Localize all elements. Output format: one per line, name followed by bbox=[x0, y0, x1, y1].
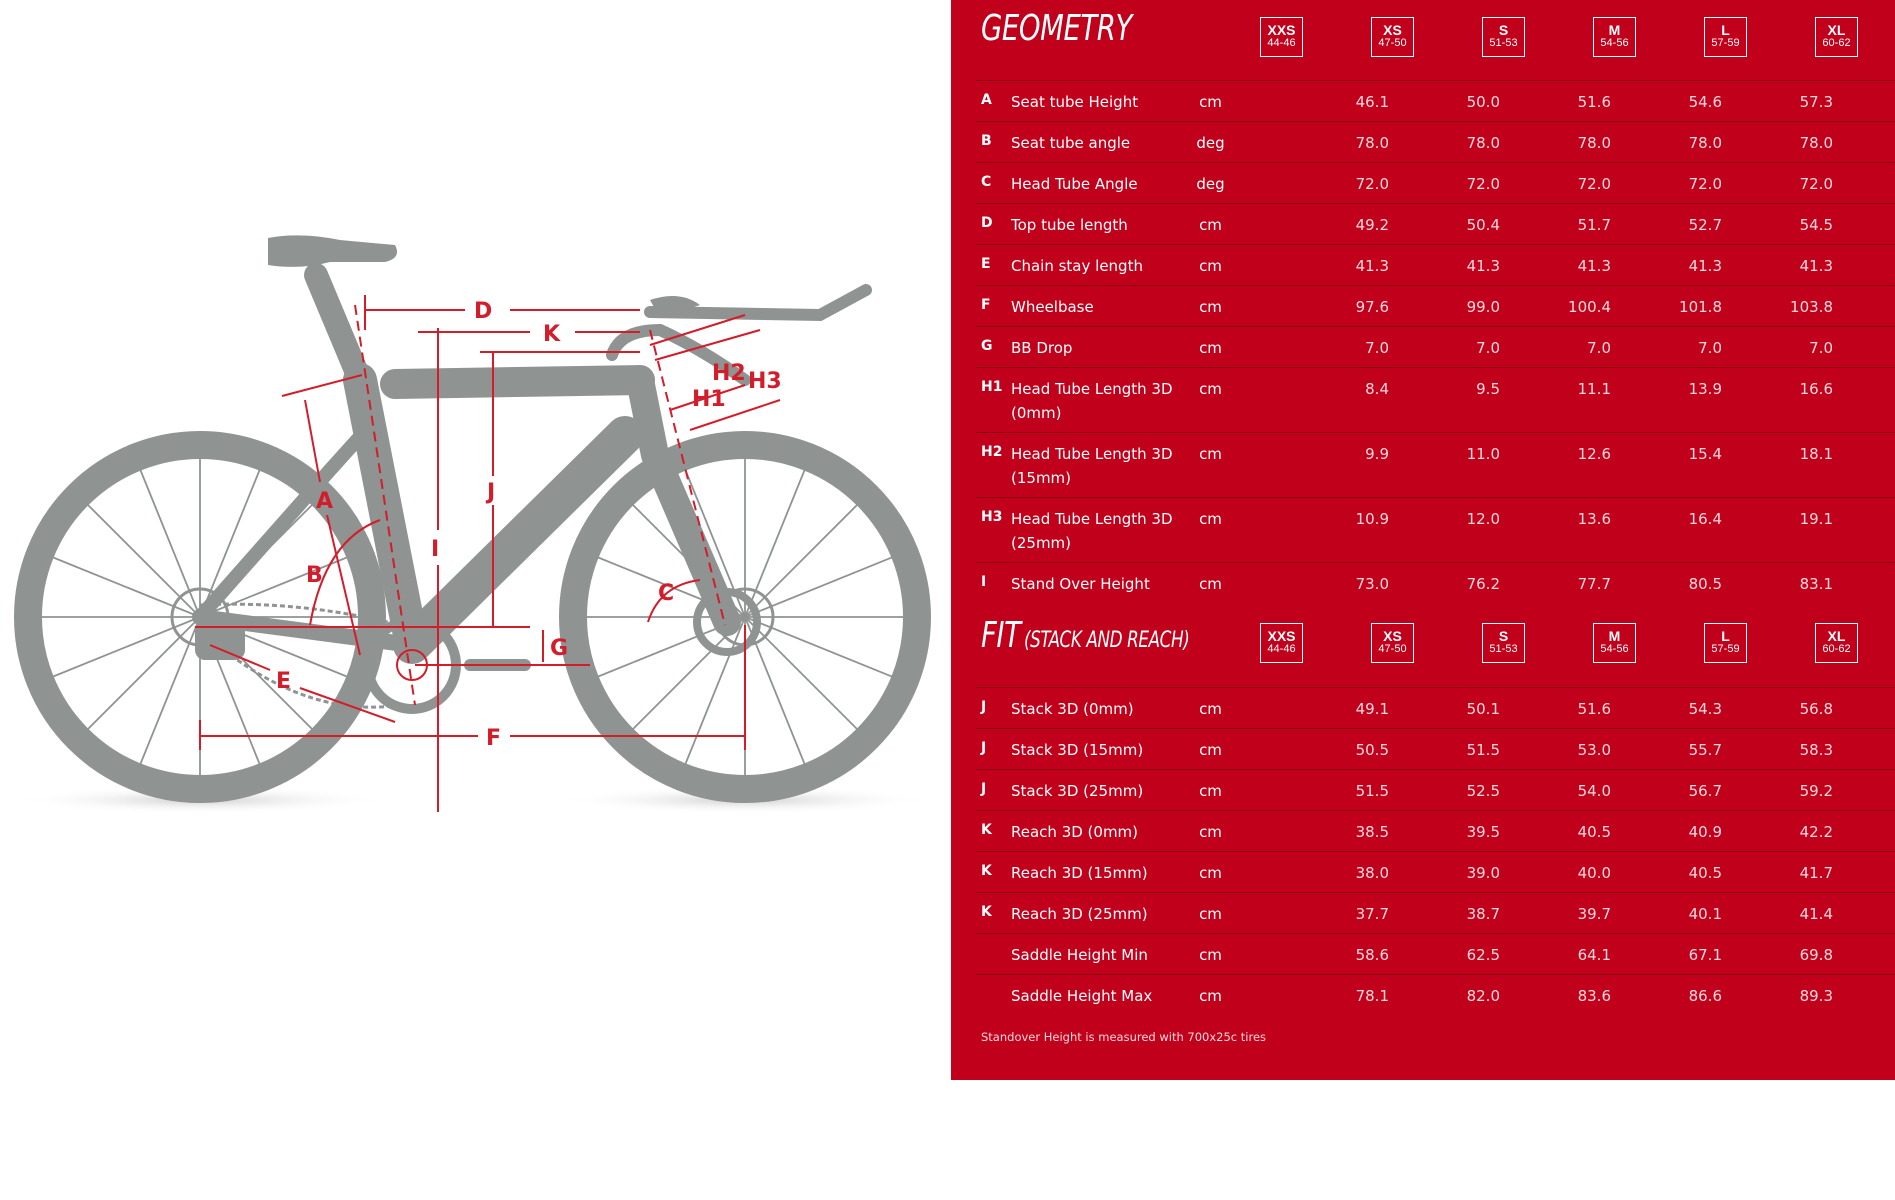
row-value-xl: 78.0 bbox=[1799, 134, 1833, 152]
row-value-s: 50.0 bbox=[1466, 93, 1500, 111]
row-value-xs: 51.5 bbox=[1355, 782, 1389, 800]
row-value-s: 72.0 bbox=[1466, 175, 1500, 193]
row-value-m: 12.6 bbox=[1577, 445, 1611, 463]
fit-row bbox=[976, 933, 1895, 975]
row-unit: cm bbox=[1199, 575, 1222, 593]
row-value-m: 11.1 bbox=[1577, 380, 1611, 398]
geometry-size-header-xs bbox=[1371, 17, 1414, 57]
fit-section-title bbox=[981, 615, 1189, 656]
row-value-s: 12.0 bbox=[1466, 510, 1500, 528]
row-value-l: 7.0 bbox=[1698, 339, 1722, 357]
row-value-m: 51.7 bbox=[1577, 216, 1611, 234]
fit-size-header-xl bbox=[1815, 623, 1858, 663]
row-value-m: 7.0 bbox=[1587, 339, 1611, 357]
row-unit: cm bbox=[1199, 700, 1222, 718]
dim-label-G: G bbox=[550, 636, 569, 661]
row-label: Seat tube Height bbox=[1011, 93, 1139, 111]
row-value-s: 11.0 bbox=[1466, 445, 1500, 463]
row-value-xs: 38.0 bbox=[1355, 864, 1389, 882]
size-label: L bbox=[1721, 628, 1730, 644]
dim-label-A: A bbox=[316, 489, 334, 514]
row-label: Head Tube Angle bbox=[1011, 175, 1138, 193]
size-label: M bbox=[1608, 22, 1621, 38]
row-value-l: 55.7 bbox=[1688, 741, 1722, 759]
row-value-m: 51.6 bbox=[1577, 700, 1611, 718]
standover-footnote: Standover Height is measured with 700x25c tires bbox=[981, 1030, 1267, 1044]
row-value-s: 99.0 bbox=[1466, 298, 1500, 316]
fit-title: FIT bbox=[981, 615, 1021, 656]
size-range: 57-59 bbox=[1711, 37, 1740, 49]
fit-size-header-m bbox=[1593, 623, 1636, 663]
bike-silhouette bbox=[28, 235, 917, 789]
geometry-title: GEOMETRY bbox=[981, 8, 1132, 49]
row-letter: J bbox=[981, 740, 987, 756]
row-letter: H3 bbox=[981, 509, 1003, 525]
row-value-m: 40.0 bbox=[1577, 864, 1611, 882]
size-range: 47-50 bbox=[1378, 643, 1407, 655]
row-unit: cm bbox=[1199, 823, 1222, 841]
size-range: 51-53 bbox=[1489, 37, 1518, 49]
row-value-s: 52.5 bbox=[1466, 782, 1500, 800]
row-value-m: 54.0 bbox=[1577, 782, 1611, 800]
fit-size-header-xs bbox=[1371, 623, 1414, 663]
row-letter: A bbox=[981, 92, 992, 108]
row-value-s: 50.1 bbox=[1466, 700, 1500, 718]
row-value-l: 54.3 bbox=[1688, 700, 1722, 718]
row-value-s: 7.0 bbox=[1476, 339, 1500, 357]
row-letter: H1 bbox=[981, 379, 1003, 395]
row-value-xs: 73.0 bbox=[1355, 575, 1389, 593]
size-range: 44-46 bbox=[1267, 643, 1296, 655]
dim-label-D: D bbox=[474, 299, 493, 324]
row-letter: J bbox=[981, 781, 987, 797]
fit-size-header-xxs bbox=[1260, 623, 1303, 663]
row-value-xl: 18.1 bbox=[1799, 445, 1833, 463]
row-value-m: 78.0 bbox=[1577, 134, 1611, 152]
row-value-l: 67.1 bbox=[1688, 946, 1722, 964]
dim-label-J: J bbox=[487, 480, 496, 505]
row-value-xs: 72.0 bbox=[1355, 175, 1389, 193]
row-value-l: 56.7 bbox=[1688, 782, 1722, 800]
row-value-m: 77.7 bbox=[1577, 575, 1611, 593]
row-value-m: 83.6 bbox=[1577, 987, 1611, 1005]
row-label: Stack 3D (0mm) bbox=[1011, 700, 1134, 718]
row-letter: G bbox=[981, 338, 993, 354]
row-value-xl: 83.1 bbox=[1799, 575, 1833, 593]
geometry-size-header-xxs bbox=[1260, 17, 1303, 57]
row-value-m: 72.0 bbox=[1577, 175, 1611, 193]
geometry-row bbox=[976, 562, 1895, 604]
row-label: Wheelbase bbox=[1011, 298, 1094, 316]
row-unit: cm bbox=[1199, 946, 1222, 964]
row-label: Saddle Height Min bbox=[1011, 946, 1148, 964]
row-unit: cm bbox=[1199, 510, 1222, 528]
row-value-l: 16.4 bbox=[1688, 510, 1722, 528]
row-value-xs: 58.6 bbox=[1355, 946, 1389, 964]
geometry-row bbox=[976, 162, 1895, 204]
geometry-size-header-l bbox=[1704, 17, 1747, 57]
row-letter: B bbox=[981, 133, 992, 149]
fit-row bbox=[976, 851, 1895, 893]
row-value-xs: 38.5 bbox=[1355, 823, 1389, 841]
geometry-table-panel bbox=[951, 0, 1895, 1080]
row-value-xl: 58.3 bbox=[1799, 741, 1833, 759]
dim-label-K: K bbox=[543, 322, 561, 347]
row-label: Stack 3D (25mm) bbox=[1011, 782, 1144, 800]
fit-row bbox=[976, 810, 1895, 852]
row-value-l: 78.0 bbox=[1688, 134, 1722, 152]
size-range: 47-50 bbox=[1378, 37, 1407, 49]
row-unit: cm bbox=[1199, 216, 1222, 234]
row-value-l: 40.9 bbox=[1688, 823, 1722, 841]
row-unit: deg bbox=[1196, 134, 1225, 152]
fit-row bbox=[976, 728, 1895, 770]
row-unit: cm bbox=[1199, 782, 1222, 800]
size-range: 60-62 bbox=[1822, 37, 1851, 49]
row-letter: I bbox=[981, 574, 987, 590]
row-value-xs: 8.4 bbox=[1365, 380, 1389, 398]
size-range: 51-53 bbox=[1489, 643, 1518, 655]
row-value-m: 40.5 bbox=[1577, 823, 1611, 841]
row-value-l: 80.5 bbox=[1688, 575, 1722, 593]
row-value-xs: 9.9 bbox=[1365, 445, 1389, 463]
row-value-l: 54.6 bbox=[1688, 93, 1722, 111]
geometry-size-header-xl bbox=[1815, 17, 1858, 57]
row-label: Saddle Height Max bbox=[1011, 987, 1153, 1005]
row-value-s: 62.5 bbox=[1466, 946, 1500, 964]
row-value-s: 39.0 bbox=[1466, 864, 1500, 882]
row-value-xs: 97.6 bbox=[1355, 298, 1389, 316]
row-unit: cm bbox=[1199, 257, 1222, 275]
dim-label-F: F bbox=[486, 726, 502, 751]
row-label: Head Tube Length 3D (15mm) bbox=[1011, 445, 1173, 487]
fit-row bbox=[976, 892, 1895, 934]
dim-label-I: I bbox=[431, 537, 440, 562]
row-value-s: 51.5 bbox=[1466, 741, 1500, 759]
row-letter: F bbox=[981, 297, 991, 313]
row-value-xl: 56.8 bbox=[1799, 700, 1833, 718]
row-value-s: 39.5 bbox=[1466, 823, 1500, 841]
size-label: M bbox=[1608, 628, 1621, 644]
row-value-xl: 41.4 bbox=[1799, 905, 1833, 923]
row-value-m: 13.6 bbox=[1577, 510, 1611, 528]
row-value-l: 52.7 bbox=[1688, 216, 1722, 234]
row-value-xs: 46.1 bbox=[1355, 93, 1389, 111]
row-label: Head Tube Length 3D (0mm) bbox=[1011, 380, 1173, 422]
bike-geometry-diagram bbox=[0, 0, 951, 1080]
geometry-row bbox=[976, 432, 1895, 498]
row-value-xs: 49.1 bbox=[1355, 700, 1389, 718]
row-value-xl: 89.3 bbox=[1799, 987, 1833, 1005]
row-letter: H2 bbox=[981, 444, 1003, 460]
row-value-xs: 10.9 bbox=[1355, 510, 1389, 528]
row-value-xl: 7.0 bbox=[1809, 339, 1833, 357]
row-value-xl: 42.2 bbox=[1799, 823, 1833, 841]
row-value-s: 78.0 bbox=[1466, 134, 1500, 152]
row-value-s: 41.3 bbox=[1466, 257, 1500, 275]
fit-subtitle: (STACK AND REACH) bbox=[1023, 628, 1190, 653]
size-label: S bbox=[1498, 628, 1509, 644]
size-label: XL bbox=[1827, 22, 1846, 38]
size-label: XXS bbox=[1267, 22, 1296, 38]
row-value-l: 101.8 bbox=[1679, 298, 1722, 316]
row-label: BB Drop bbox=[1011, 339, 1073, 357]
row-label: Reach 3D (0mm) bbox=[1011, 823, 1139, 841]
row-value-l: 13.9 bbox=[1688, 380, 1722, 398]
row-value-l: 40.5 bbox=[1688, 864, 1722, 882]
row-value-m: 51.6 bbox=[1577, 93, 1611, 111]
row-unit: deg bbox=[1196, 175, 1225, 193]
row-unit: cm bbox=[1199, 339, 1222, 357]
row-label: Reach 3D (15mm) bbox=[1011, 864, 1148, 882]
dim-label-H3: H3 bbox=[748, 369, 782, 394]
row-value-xs: 7.0 bbox=[1365, 339, 1389, 357]
geometry-row bbox=[976, 497, 1895, 563]
geometry-row bbox=[976, 80, 1895, 122]
row-value-xl: 19.1 bbox=[1799, 510, 1833, 528]
row-value-xl: 16.6 bbox=[1799, 380, 1833, 398]
row-unit: cm bbox=[1199, 445, 1222, 463]
size-label: L bbox=[1721, 22, 1730, 38]
row-unit: cm bbox=[1199, 380, 1222, 398]
dim-label-C: C bbox=[658, 581, 675, 606]
row-unit: cm bbox=[1199, 905, 1222, 923]
row-label: Top tube length bbox=[1011, 216, 1128, 234]
row-value-s: 50.4 bbox=[1466, 216, 1500, 234]
row-value-xl: 72.0 bbox=[1799, 175, 1833, 193]
row-value-m: 64.1 bbox=[1577, 946, 1611, 964]
row-unit: cm bbox=[1199, 987, 1222, 1005]
row-value-xl: 54.5 bbox=[1799, 216, 1833, 234]
row-value-xl: 57.3 bbox=[1799, 93, 1833, 111]
row-unit: cm bbox=[1199, 93, 1222, 111]
row-letter: D bbox=[981, 215, 993, 231]
fit-row bbox=[976, 687, 1895, 729]
geometry-size-header-s bbox=[1482, 17, 1525, 57]
row-value-m: 39.7 bbox=[1577, 905, 1611, 923]
row-value-s: 9.5 bbox=[1476, 380, 1500, 398]
row-letter: C bbox=[981, 174, 992, 190]
geometry-row bbox=[976, 244, 1895, 286]
geometry-size-header-m bbox=[1593, 17, 1636, 57]
row-value-s: 82.0 bbox=[1466, 987, 1500, 1005]
size-label: S bbox=[1498, 22, 1509, 38]
dim-label-E: E bbox=[276, 669, 292, 694]
row-label: Seat tube angle bbox=[1011, 134, 1131, 152]
fit-size-header-s bbox=[1482, 623, 1525, 663]
row-value-xs: 49.2 bbox=[1355, 216, 1389, 234]
size-label: XS bbox=[1383, 628, 1402, 644]
row-value-s: 76.2 bbox=[1466, 575, 1500, 593]
size-range: 60-62 bbox=[1822, 643, 1851, 655]
row-letter: K bbox=[981, 822, 992, 838]
size-range: 54-56 bbox=[1600, 37, 1629, 49]
row-label: Head Tube Length 3D (25mm) bbox=[1011, 510, 1173, 552]
geometry-row bbox=[976, 285, 1895, 327]
row-letter: K bbox=[981, 863, 992, 879]
row-value-xl: 59.2 bbox=[1799, 782, 1833, 800]
fit-size-header-l bbox=[1704, 623, 1747, 663]
row-value-xs: 37.7 bbox=[1355, 905, 1389, 923]
geometry-row bbox=[976, 367, 1895, 433]
dim-label-H1: H1 bbox=[692, 387, 726, 412]
row-value-xs: 50.5 bbox=[1355, 741, 1389, 759]
fit-row bbox=[976, 974, 1895, 1016]
row-value-xl: 41.7 bbox=[1799, 864, 1833, 882]
row-value-xs: 78.0 bbox=[1355, 134, 1389, 152]
size-label: XS bbox=[1383, 22, 1402, 38]
row-label: Reach 3D (25mm) bbox=[1011, 905, 1148, 923]
row-value-l: 86.6 bbox=[1688, 987, 1722, 1005]
row-value-xl: 69.8 bbox=[1799, 946, 1833, 964]
row-unit: cm bbox=[1199, 298, 1222, 316]
row-unit: cm bbox=[1199, 741, 1222, 759]
row-value-xl: 103.8 bbox=[1790, 298, 1833, 316]
geometry-row bbox=[976, 121, 1895, 163]
dim-label-B: B bbox=[306, 563, 323, 588]
row-letter: J bbox=[981, 699, 987, 715]
geometry-row bbox=[976, 203, 1895, 245]
row-value-l: 72.0 bbox=[1688, 175, 1722, 193]
row-value-s: 38.7 bbox=[1466, 905, 1500, 923]
row-value-m: 41.3 bbox=[1577, 257, 1611, 275]
size-label: XL bbox=[1827, 628, 1846, 644]
row-value-xs: 41.3 bbox=[1355, 257, 1389, 275]
row-value-l: 15.4 bbox=[1688, 445, 1722, 463]
row-label: Chain stay length bbox=[1011, 257, 1143, 275]
size-range: 44-46 bbox=[1267, 37, 1296, 49]
row-letter: K bbox=[981, 904, 992, 920]
fit-row bbox=[976, 769, 1895, 811]
row-value-m: 53.0 bbox=[1577, 741, 1611, 759]
row-label: Stand Over Height bbox=[1011, 575, 1150, 593]
row-unit: cm bbox=[1199, 864, 1222, 882]
row-value-xs: 78.1 bbox=[1355, 987, 1389, 1005]
row-label: Stack 3D (15mm) bbox=[1011, 741, 1144, 759]
row-value-l: 41.3 bbox=[1688, 257, 1722, 275]
row-value-m: 100.4 bbox=[1568, 298, 1611, 316]
geometry-section-title bbox=[981, 8, 1132, 49]
row-letter: E bbox=[981, 256, 991, 272]
size-range: 57-59 bbox=[1711, 643, 1740, 655]
size-label: XXS bbox=[1267, 628, 1296, 644]
row-value-xl: 41.3 bbox=[1799, 257, 1833, 275]
dim-label-H2: H2 bbox=[712, 361, 746, 386]
size-range: 54-56 bbox=[1600, 643, 1629, 655]
geometry-row bbox=[976, 326, 1895, 368]
row-value-l: 40.1 bbox=[1688, 905, 1722, 923]
